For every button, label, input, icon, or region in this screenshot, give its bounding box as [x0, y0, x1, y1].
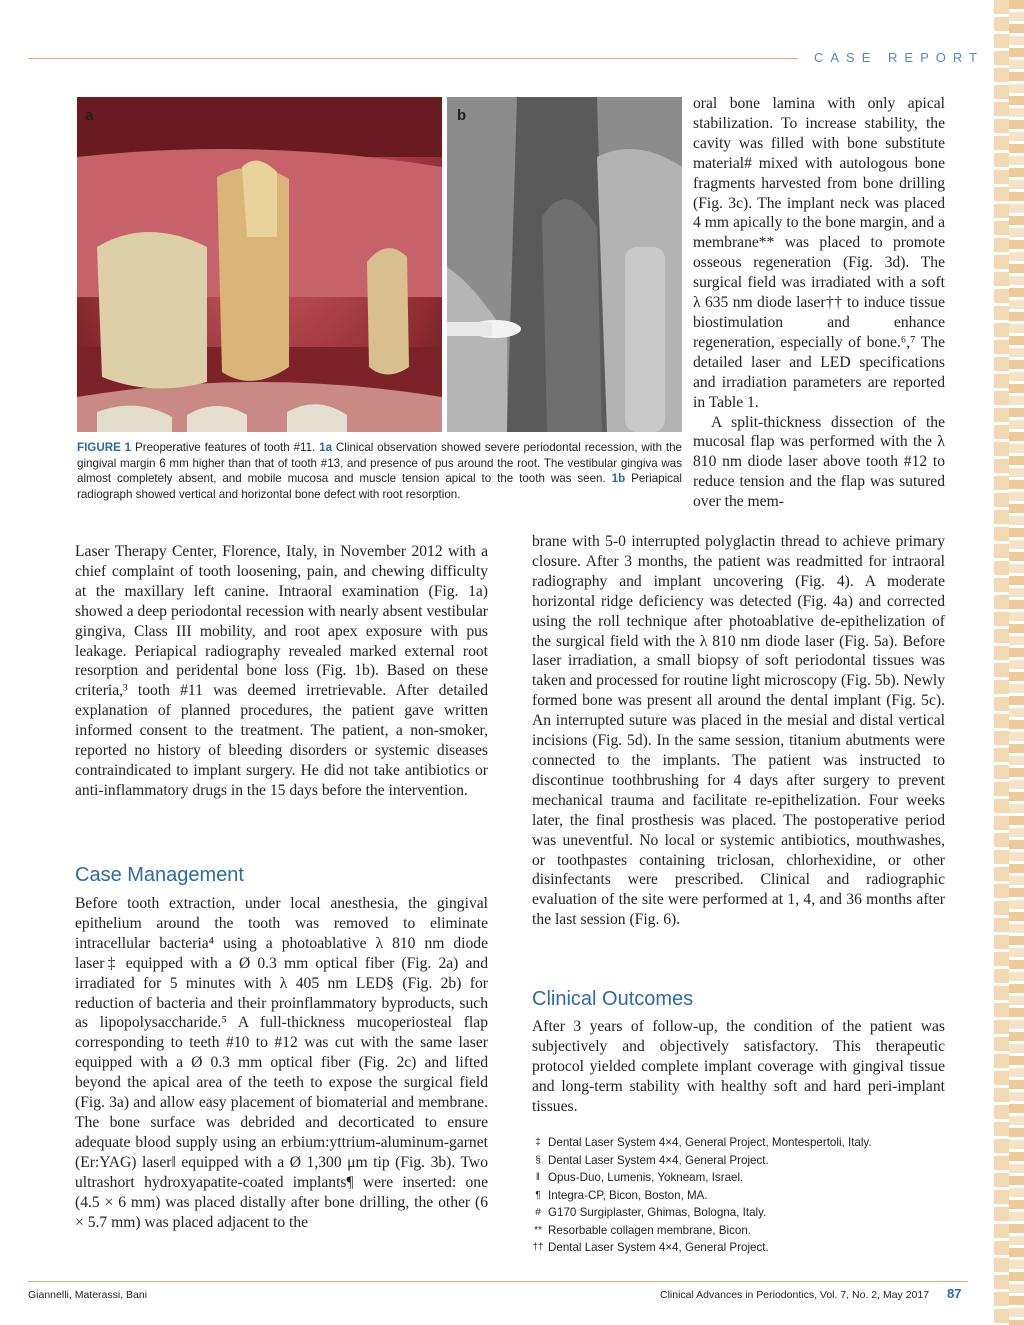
footer-rule	[28, 1281, 968, 1282]
body-right-narrow	[693, 94, 945, 512]
footnotes	[528, 1134, 948, 1257]
caption-1a-label: 1a	[319, 441, 333, 454]
section-label: CASE REPORT	[814, 50, 984, 65]
case-management-heading: Case Management	[75, 864, 244, 886]
footnote-item	[528, 1187, 948, 1205]
radiograph-illustration	[447, 97, 682, 432]
caption-figure-label: FIGURE 1	[77, 441, 132, 454]
body-paragraph-case-management: Before tooth extraction, under local anesthesia, the gingival epithelium around the tooth was removed to eliminate intracellular bacteria⁴ using a photoablative λ 810 nm diode laser‡ equipped with a Ø 0.3 mm optical fiber (Fig. 2a) and irradiated for 5 minutes with λ 405 nm LED§ (Fig. 2b) for reduction of bacteria and their proinflammatory byproducts, such as lipopolysaccharide.⁵ A full-thickness mucoperiosteal flap corresponding to teeth #10 to #12 was cut with the same laser equipped with a Ø 0.3 mm optical fiber (Fig. 2c) and lifted beyond the apical area of the teeth to expose the surgical field (Fig. 3a) and allow easy placement of biomaterial and membrane. The bone surface was debrided and decorticated to ensure adequate blood supply using an erbium:yttrium-aluminum-garnet (Er:YAG) laser‖ equipped with a Ø 1,300 μm tip (Fig. 3b). Two ultrashort hydroxyapatite-coated implants¶ were inserted: one (4.5 × 6 mm) was placed distally after bone drilling, the other (6 × 5.7 mm) was placed adjacent to the	[75, 895, 488, 1231]
footnote-mark: ¶	[535, 1189, 541, 1201]
footnote-text: Opus-Duo, Lumenis, Yokneam, Israel.	[548, 1171, 744, 1184]
caption-1b-label: 1b	[611, 472, 626, 486]
footnote-item	[528, 1134, 948, 1152]
panel-a-letter: a	[85, 107, 94, 124]
clinical-outcomes-heading: Clinical Outcomes	[532, 988, 694, 1010]
footnote-item	[528, 1222, 948, 1240]
figure-1b-radiograph	[447, 97, 682, 432]
panel-b-letter: b	[457, 107, 467, 124]
caption-1b-text: Periapical radiograph showed vertical and horizontal bone defect with root resorption.	[77, 472, 682, 501]
footnote-item	[528, 1204, 948, 1222]
body-paragraph-intro: Laser Therapy Center, Florence, Italy, in November 2012 with a chief complaint of tooth loosening, pain, and chewing difficulty at the maxillary left canine. Intraoral examination (Fig. 1a) showed a deep periodontal recession with nearly absent vestibular gingiva, Class III mobility, and root apex exposure with pus leakage. Periapical radiography revealed marked external root resorption and peridental bone loss (Fig. 1b). Based on these criteria,³ tooth #11 was deemed irretrievable. After detailed explanation of planned procedures, the patient gave written informed consent to the treatment. The patient, a non-smoker, reported no history of bleeding disorders or systemic diseases contraindicated to implant surgery. He did not take antibiotics or anti-inflammatory drugs in the 15 days before the intervention.	[75, 543, 488, 799]
footnote-mark: **	[534, 1224, 542, 1236]
footnote-mark: #	[535, 1207, 541, 1218]
body-paragraph-stabilization: oral bone lamina with only apical stabilization. To increase stability, the cavity was filled with bone substitute material# mixed with autologous bone fragments harvested from bone drilling (Fig. 3c). The implant neck was placed 4 mm apically to the bone margin, and a membrane** was placed to promote osseous regeneration (Fig. 3d). The surgical field was irradiated with a soft λ 635 nm diode laser†† to induce tissue biostimulation and enhance regeneration, especially of bone.⁶,⁷ The detailed laser and LED specifications and irradiation parameters are reported in Table 1.	[693, 95, 945, 411]
footnote-mark: ††	[532, 1242, 544, 1253]
footnote-text: Dental Laser System 4×4, General Project, Montespertoli, Italy.	[548, 1136, 872, 1149]
footnote-item	[528, 1152, 948, 1170]
clinical-photo-illustration	[77, 97, 442, 432]
footnote-mark: ‡	[535, 1137, 541, 1148]
page-number: 87	[947, 1286, 962, 1301]
footnote-item	[528, 1169, 948, 1187]
footnote-mark: ‖	[535, 1172, 541, 1183]
figure-1a-photo	[77, 97, 442, 432]
footnote-text: Dental Laser System 4×4, General Project.	[548, 1153, 769, 1167]
footnote-text: Resorbable collagen membrane, Bicon.	[548, 1223, 752, 1237]
body-paragraph-outcomes: After 3 years of follow-up, the condition of the patient was subjectively and objectively satisfactory. This therapeutic protocol yielded complete implant coverage with gingival tissue and long-term stability with healthy soft and hard peri-implant tissues.	[532, 1018, 945, 1115]
footnote-text: Integra-CP, Bicon, Boston, MA.	[548, 1188, 708, 1202]
footnote-text: G170 Surgiplaster, Ghimas, Bologna, Italy.	[548, 1206, 767, 1219]
caption-1a-text: Clinical observation showed severe periodontal recession, with the gingival margin 6 mm higher than that of tooth #13, and presence of pus around the root. The vestibular gingiva was almost completely absent, and mobile mucosa and muscle tension apical to the tooth was seen.	[77, 441, 683, 486]
body-paragraph-split-start: A split-thickness dissection of the mucosal flap was performed with the λ 810 nm diode laser above tooth #12 to reduce tension and the flap was sutured over the mem-	[693, 413, 945, 511]
page-edge-stripe-inner	[1009, 0, 1024, 1325]
footer-authors: Giannelli, Materassi, Bani	[28, 1289, 148, 1301]
body-paragraph-split-continued: brane with 5-0 interrupted polyglactin thread to achieve primary closure. After 3 months, the patient was readmitted for intraoral radiography and implant uncovering (Fig. 4). A moderate horizontal ridge deficiency was detected (Fig. 4a) and corrected using the roll technique after photoablative de-epithelization of the surgical field with the λ 810 nm diode laser (Fig. 5a). Before laser irradiation, a small biopsy of soft periodontal tissues was taken and processed for routine light microscopy (Fig. 5b). Newly formed bone was present all around the dental implant (Fig. 5c). An interrupted suture was placed in the mesial and distal vertical incisions (Fig. 5d). In the same session, titanium abutments were connected to the implants. The patient was instructed to discontinue toothbrushing for 4 days after surgery to prevent mechanical trauma and facilitate re-epithelization. Four weeks later, the final prosthesis was placed. The postoperative period was uneventful. No local or systemic antibiotics, mouthwashes, or toothpastes containing triclosan, chlorhexidine, or other disinfectants were prescribed. Clinical and radiographic evaluation of the site were performed at 1, 4, and 36 months after the last session (Fig. 6).	[532, 533, 945, 929]
footnote-mark: §	[535, 1154, 541, 1166]
figure-1-caption	[77, 440, 682, 502]
footnote-text: Dental Laser System 4×4, General Project.	[548, 1241, 769, 1254]
footnote-item	[528, 1239, 948, 1257]
footer-journal: Clinical Advances in Periodontics, Vol. 7, No. 2, May 2017	[660, 1289, 930, 1301]
caption-intro: Preoperative features of tooth #11.	[131, 441, 320, 454]
header-rule	[28, 58, 798, 59]
